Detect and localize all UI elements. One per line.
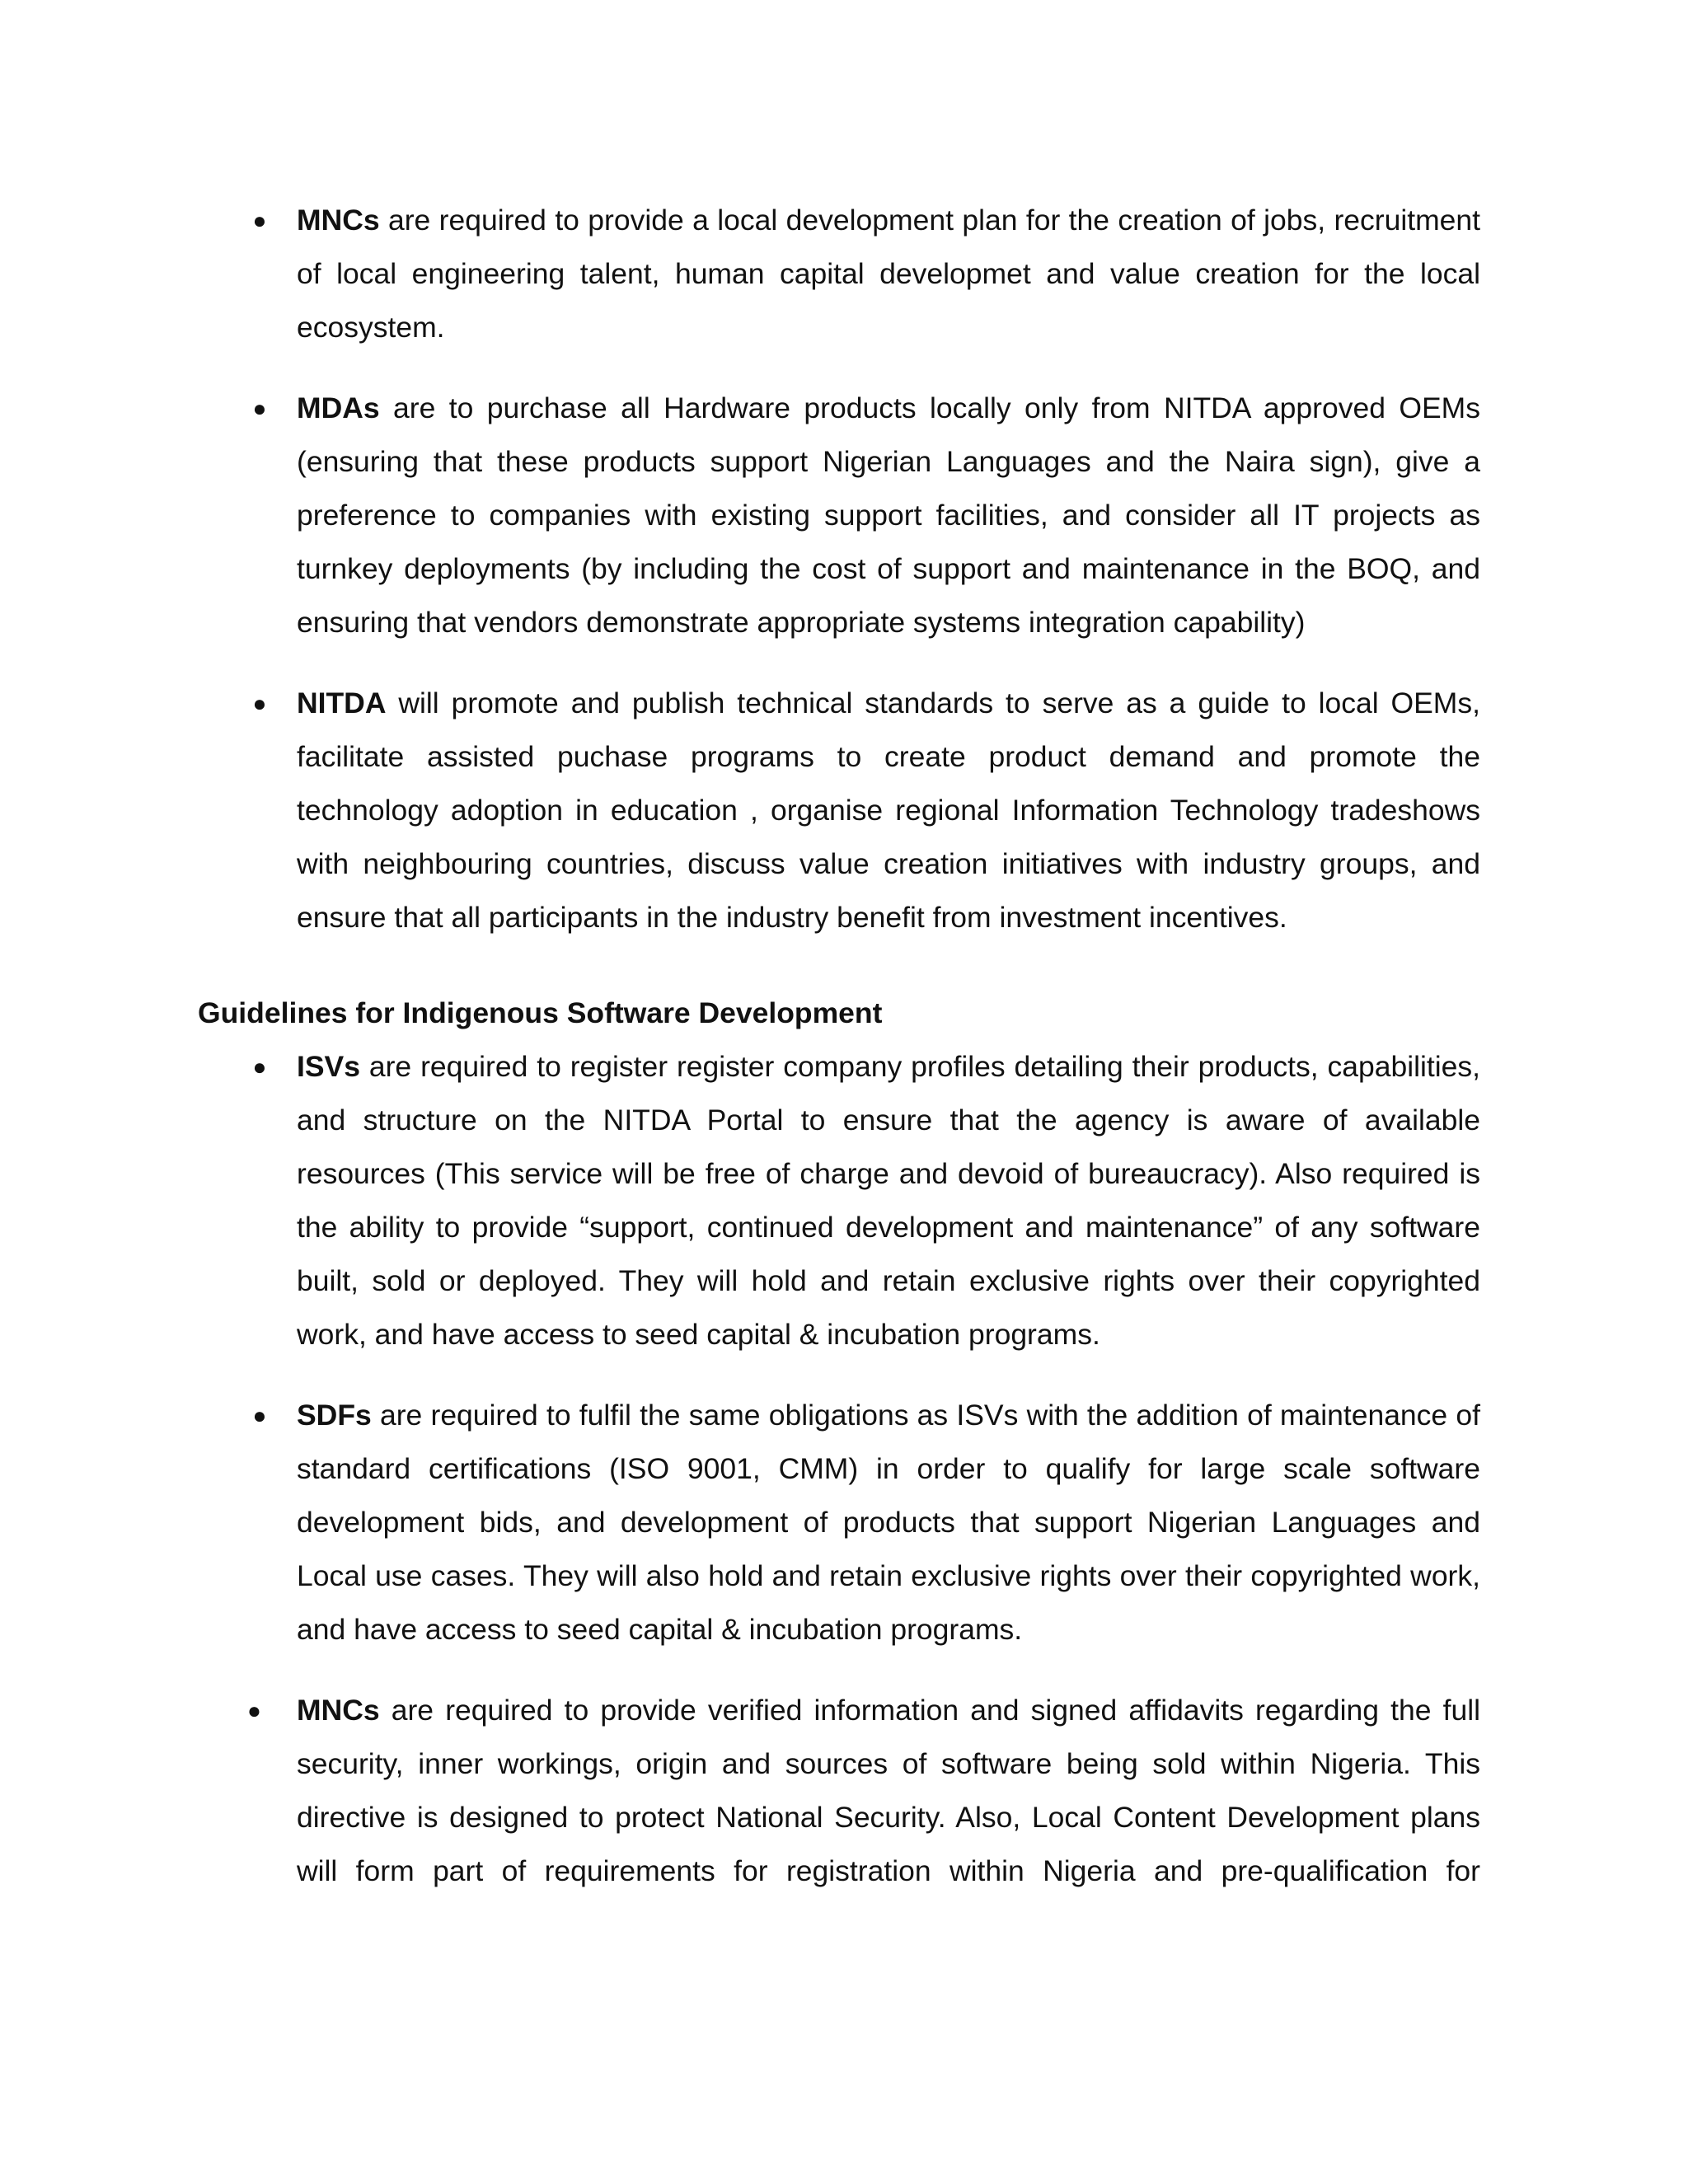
- list-item-mdas: [198, 382, 1480, 649]
- item-term: ISVs: [297, 1050, 360, 1083]
- item-term: SDFs: [297, 1399, 372, 1432]
- item-term: MNCs: [297, 204, 380, 237]
- item-text: are to purchase all Hardware products locally only from NITDA approved OEMs (ensuring that these products support Nigerian Languages and the Naira sign), give a preference to companies with existing support facilities, and consider all IT projects as turnkey deployments (by including the cost of support and maintenance in the BOQ, and ensuring that vendors demonstrate appropriate systems integration capability): [297, 391, 1480, 639]
- list-item-sdfs: [198, 1389, 1480, 1657]
- software-guidelines-list: [198, 1040, 1480, 1898]
- bullet-icon: ●: [247, 1698, 261, 1723]
- item-text: will promote and publish technical standards to serve as a guide to local OEMs, facilitate assisted puchase programs to create product demand and promote the technology adoption in education , organise regional Information Technology tradeshows with neighbouring countries, discuss value creation initiatives with industry groups, and ensure that all participants in the industry benefit from investment incentives.: [297, 687, 1480, 934]
- item-text: are required to register register company profiles detailing their products, capabilities, and structure on the NITDA Portal to ensure that the agency is aware of available resources (This service will be free of charge and devoid of bureaucracy). Also required is the ability to provide “support, continued development and maintenance” of any software built, sold or deployed. They will hold and retain exclusive rights over their copyrighted work, and have access to seed capital & incubation programs.: [297, 1050, 1480, 1351]
- item-text: are required to provide verified information and signed affidavits regarding the full security, inner workings, origin and sources of software being sold within Nigeria. This directive is designed to protect National Security. Also, Local Content Development plans will form part of requirements for registration within Nigeria and pre-qualification for: [297, 1694, 1480, 1887]
- bullet-icon: ●: [252, 208, 267, 233]
- section-heading: Guidelines for Indigenous Software Development: [198, 996, 883, 1029]
- bullet-icon: ●: [252, 1054, 267, 1080]
- item-term: NITDA: [297, 687, 387, 719]
- bullet-icon: ●: [252, 1403, 267, 1428]
- list-item-isvs: [198, 1040, 1480, 1361]
- list-item-nitda: [198, 677, 1480, 944]
- list-item-mncs-hardware: [198, 194, 1480, 354]
- hardware-guidelines-list: [198, 194, 1480, 944]
- item-text: are required to provide a local development plan for the creation of jobs, recruitment of local engineering talent, human capital developmet and value creation for the local ecosystem.: [297, 204, 1480, 344]
- bullet-icon: ●: [252, 396, 267, 421]
- item-term: MDAs: [297, 391, 380, 424]
- list-item-mncs-software: [198, 1684, 1480, 1898]
- item-term: MNCs: [297, 1694, 380, 1727]
- bullet-icon: ●: [252, 691, 267, 716]
- page-content: [198, 194, 1480, 1925]
- item-text: are required to fulfil the same obligations as ISVs with the addition of maintenance of standard certifications (ISO 9001, CMM) in order to qualify for large scale software development bids, and development of products that support Nigerian Languages and Local use cases. They will also hold and retain exclusive rights over their copyrighted work, and have access to seed capital & incubation programs.: [297, 1399, 1480, 1646]
